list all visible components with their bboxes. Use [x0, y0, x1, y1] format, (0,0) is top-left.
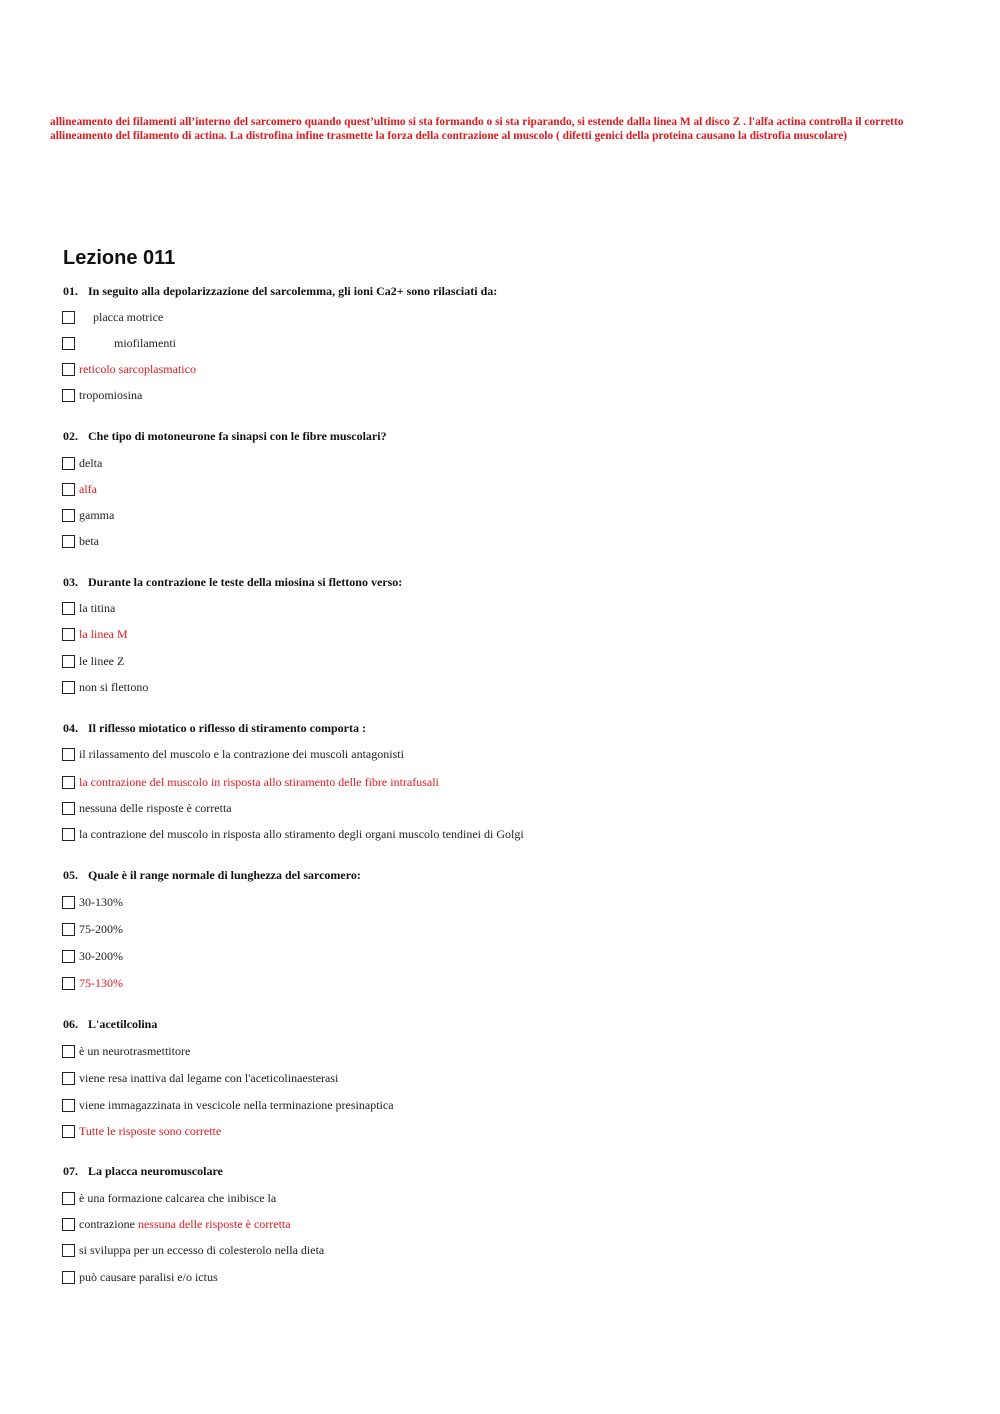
- option-text: gamma: [79, 507, 115, 522]
- question-07: [63, 1164, 223, 1179]
- answer-option[interactable]: [62, 921, 123, 937]
- option-text: 30-200%: [79, 948, 123, 963]
- checkbox[interactable]: [62, 1099, 75, 1112]
- question-number: 03.: [63, 575, 78, 589]
- checkbox[interactable]: [62, 1271, 75, 1284]
- checkbox[interactable]: [62, 602, 75, 615]
- intro-line-2: allineamento del filamento di actina. La distrofina infine trasmette la forza della contrazione al muscolo ( difetti genici della proteina causano la distrofia muscolare): [50, 129, 848, 142]
- checkbox[interactable]: [62, 923, 75, 936]
- answer-option[interactable]: [62, 948, 123, 964]
- answer-option[interactable]: [62, 975, 123, 991]
- question-text: La placca neuromuscolare: [88, 1164, 223, 1178]
- question-text: Il riflesso miotatico o riflesso di stiramento comporta :: [88, 721, 366, 735]
- question-text: Che tipo di motoneurone fa sinapsi con le fibre muscolari?: [88, 429, 387, 443]
- checkbox[interactable]: [62, 363, 75, 376]
- option-text-correct: nessuna delle risposte è corretta: [137, 1216, 291, 1231]
- question-number: 02.: [63, 429, 78, 443]
- answer-option[interactable]: [62, 746, 404, 762]
- checkbox[interactable]: [62, 311, 75, 324]
- answer-option[interactable]: [62, 800, 232, 816]
- option-text: è un neurotrasmettitore: [79, 1043, 191, 1058]
- option-text: viene immagazzinata in vescicole nella terminazione presinaptica: [79, 1097, 394, 1112]
- option-text: si sviluppa per un eccesso di colesterolo nella dieta: [79, 1242, 325, 1257]
- option-text: 30-130%: [79, 894, 123, 909]
- checkbox[interactable]: [62, 509, 75, 522]
- checkbox[interactable]: [62, 457, 75, 470]
- answer-option[interactable]: [62, 626, 128, 642]
- answer-option[interactable]: [62, 533, 99, 549]
- checkbox[interactable]: [62, 828, 75, 841]
- question-text: L'acetilcolina: [88, 1017, 158, 1031]
- answer-option[interactable]: [62, 826, 524, 842]
- question-04: [63, 721, 366, 736]
- question-01: [63, 284, 497, 299]
- question-number: 06.: [63, 1017, 78, 1031]
- option-text: miofilamenti: [114, 335, 176, 350]
- checkbox[interactable]: [62, 1125, 75, 1138]
- option-text: la contrazione del muscolo in risposta allo stiramento degli organi muscolo tendinei di Golgi: [79, 826, 524, 841]
- answer-option[interactable]: [62, 1216, 291, 1232]
- checkbox[interactable]: [62, 1244, 75, 1257]
- checkbox[interactable]: [62, 1192, 75, 1205]
- question-number: 01.: [63, 284, 78, 298]
- checkbox[interactable]: [62, 535, 75, 548]
- option-text-correct: la linea M: [79, 626, 128, 641]
- intro-line-1: allineamento dei filamenti all’interno del sarcomero quando quest’ultimo si sta formando o si sta riparando, si estende dalla linea M al disco Z . l'alfa actina controlla il corretto: [50, 116, 904, 128]
- option-text: beta: [79, 533, 99, 548]
- answer-option[interactable]: [62, 774, 439, 790]
- question-number: 07.: [63, 1164, 78, 1178]
- answer-option[interactable]: [62, 1242, 324, 1258]
- option-text-correct: la contrazione del muscolo in risposta allo stiramento delle fibre intrafusali: [79, 774, 439, 789]
- checkbox[interactable]: [62, 1045, 75, 1058]
- answer-option[interactable]: [62, 1190, 276, 1206]
- option-text: 75-200%: [79, 921, 123, 936]
- option-text: contrazione: [79, 1216, 135, 1231]
- answer-option[interactable]: [62, 507, 114, 523]
- option-text-correct: alfa: [79, 481, 97, 496]
- question-number: 05.: [63, 868, 78, 882]
- checkbox[interactable]: [62, 1218, 75, 1231]
- option-text: può causare paralisi e/o ictus: [79, 1269, 218, 1284]
- answer-option[interactable]: [62, 1123, 221, 1139]
- checkbox[interactable]: [62, 977, 75, 990]
- answer-option[interactable]: [62, 481, 97, 497]
- answer-option[interactable]: [62, 600, 115, 616]
- checkbox[interactable]: [62, 1072, 75, 1085]
- checkbox[interactable]: [62, 337, 75, 350]
- checkbox[interactable]: [62, 655, 75, 668]
- question-05: [63, 868, 361, 883]
- answer-option[interactable]: [62, 455, 102, 471]
- option-text: la titina: [79, 600, 116, 615]
- answer-option[interactable]: [62, 335, 176, 351]
- answer-option[interactable]: [62, 679, 148, 695]
- option-text: viene resa inattiva dal legame con l'aceticolinaesterasi: [79, 1070, 339, 1085]
- option-text: placca motrice: [93, 309, 164, 324]
- intro-text: [50, 116, 995, 143]
- checkbox[interactable]: [62, 748, 75, 761]
- question-02: [63, 429, 387, 444]
- answer-option[interactable]: [62, 309, 163, 325]
- option-text: delta: [79, 455, 103, 470]
- checkbox[interactable]: [62, 896, 75, 909]
- answer-option[interactable]: [62, 894, 123, 910]
- option-text: le linee Z: [79, 653, 125, 668]
- question-text: In seguito alla depolarizzazione del sarcolemma, gli ioni Ca2+ sono rilasciati da:: [88, 284, 498, 298]
- answer-option[interactable]: [62, 1043, 190, 1059]
- option-text-correct: Tutte le risposte sono corrette: [79, 1123, 222, 1138]
- checkbox[interactable]: [62, 950, 75, 963]
- option-text: non si flettono: [79, 679, 149, 694]
- answer-option[interactable]: [62, 1070, 338, 1086]
- checkbox[interactable]: [62, 483, 75, 496]
- option-text: tropomiosina: [79, 387, 143, 402]
- checkbox[interactable]: [62, 802, 75, 815]
- option-text: nessuna delle risposte è corretta: [79, 800, 232, 815]
- checkbox[interactable]: [62, 389, 75, 402]
- answer-option[interactable]: [62, 361, 196, 377]
- checkbox[interactable]: [62, 776, 75, 789]
- checkbox[interactable]: [62, 681, 75, 694]
- lesson-title: Lezione 011: [63, 247, 176, 269]
- option-text-correct: reticolo sarcoplasmatico: [79, 361, 196, 376]
- answer-option[interactable]: [62, 1097, 394, 1113]
- answer-option[interactable]: [62, 387, 142, 403]
- question-text: Durante la contrazione le teste della miosina si flettono verso:: [88, 575, 403, 589]
- question-number: 04.: [63, 721, 78, 735]
- question-03: [63, 575, 402, 590]
- option-text: il rilassamento del muscolo e la contrazione dei muscoli antagonisti: [79, 746, 404, 761]
- question-06: [63, 1017, 157, 1032]
- option-text: è una formazione calcarea che inibisce la: [79, 1190, 277, 1205]
- answer-option[interactable]: [62, 1269, 218, 1285]
- option-text-correct: 75-130%: [79, 975, 123, 990]
- question-text: Quale è il range normale di lunghezza del sarcomero:: [88, 868, 361, 882]
- answer-option[interactable]: [62, 653, 124, 669]
- checkbox[interactable]: [62, 628, 75, 641]
